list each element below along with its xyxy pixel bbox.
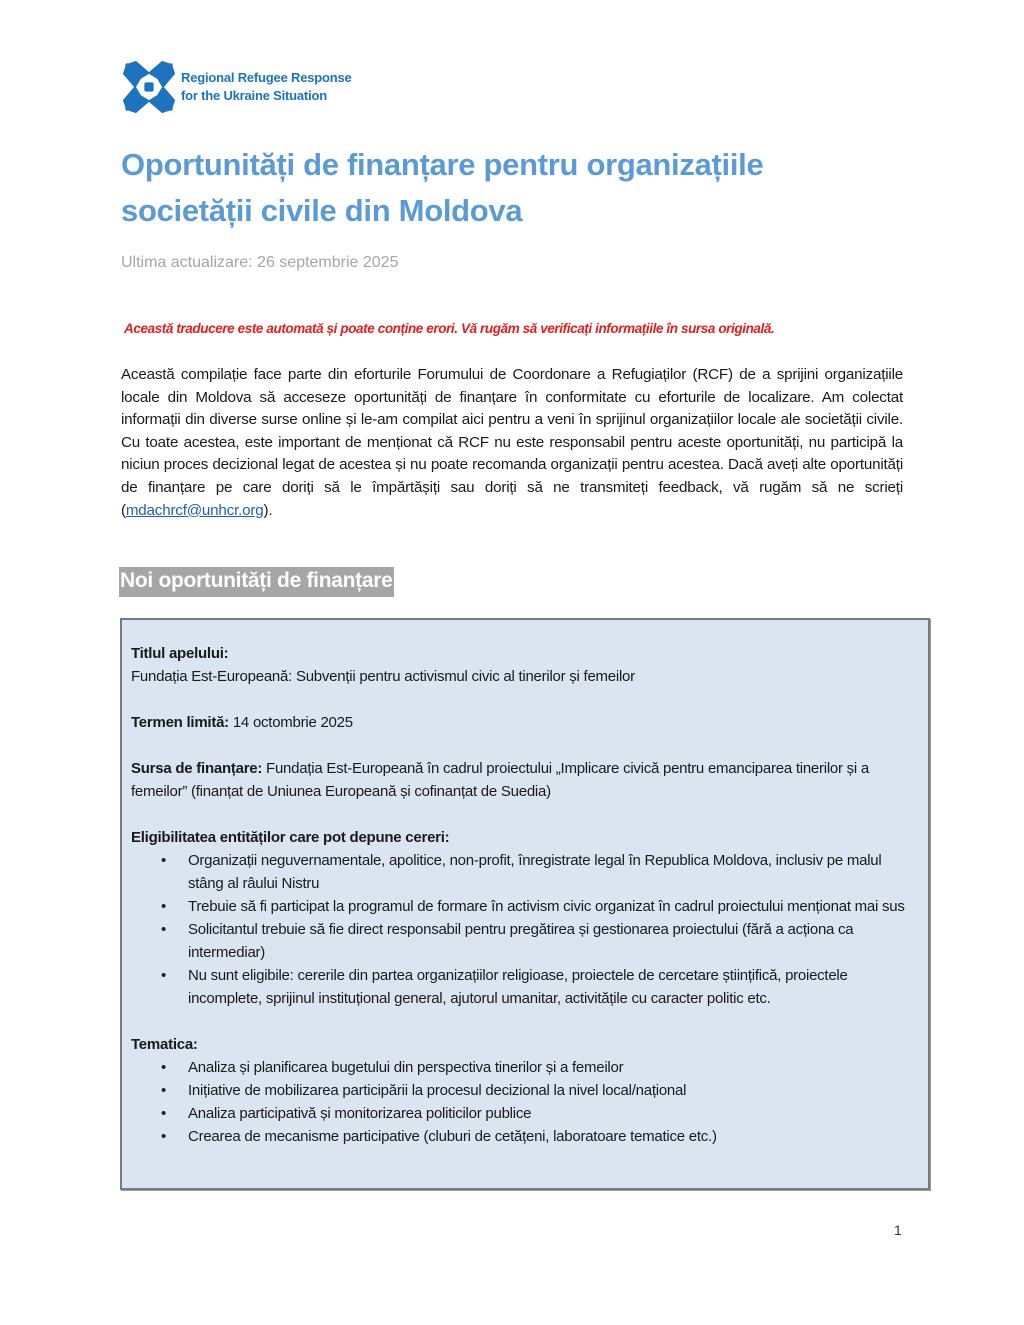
eligibility-label: Eligibilitatea entităților care pot depune cereri: xyxy=(131,829,450,846)
last-updated: Ultima actualizare: 26 septembrie 2025 xyxy=(121,254,399,271)
intro-suffix: ). xyxy=(263,501,273,519)
section-heading-new-opportunities: Noi oportunități de finanțare xyxy=(119,567,394,597)
topics-label: Tematica: xyxy=(131,1036,198,1053)
translation-disclaimer: Această traducere este automată și poate conține erori. Vă rugăm să verificați informațiile în sursa originală. xyxy=(124,321,775,336)
logo-text xyxy=(181,69,352,105)
eligibility-item: • Solicitantul trebuie să fie direct responsabil pentru pregătirea și gestionarea proiectului (fără a acționa ca intermediar) xyxy=(131,918,911,964)
logo-line-2: for the Ukraine Situation xyxy=(181,88,327,103)
topic-item: • Crearea de mecanisme participative (cluburi de cetățeni, laboratoare tematice etc.) xyxy=(131,1125,911,1148)
intro-paragraph xyxy=(121,364,903,522)
eligibility-list xyxy=(131,849,911,1010)
funding-source-value: Fundația Est-Europeană în cadrul proiectului „Implicare civică pentru emanciparea tinerilor și a femeilor” (finanțat de Uniunea Europeană și cofinanțat de Suedia) xyxy=(131,760,870,800)
deadline-value: 14 octombrie 2025 xyxy=(228,714,353,731)
intro-text: Această compilație face parte din eforturile Forumului de Coordonare a Refugiaților (RCF) de a sprijini organizațiile locale din Moldova să acceseze oportunități de finanțare în conformitate cu eforturile de localizare. Am colectat informații din diverse surse online și le-am compilat aici pentru a veni în sprijinul organizațiilor locale ale societății civile. Cu toate acestea, este important de menționat că RCF nu este responsabil pentru aceste oportunități, nu participă la niciun proces decizional legat de acestea și nu poate recomanda organizații pentru acestea. Dacă aveți alte oportunități de finanțare pe care doriți să le împărtășiți sau doriți să ne transmiteți feedback, vă rugăm să ne scrieți ( xyxy=(121,366,903,519)
call-title-value: Fundația Est-Europeană: Subvenții pentru activismul civic al tinerilor și femeilor xyxy=(131,668,635,685)
logo-line-1: Regional Refugee Response xyxy=(181,70,352,85)
page-number: 1 xyxy=(894,1222,902,1238)
contact-email-link[interactable]: mdachrcf@unhcr.org xyxy=(125,501,264,519)
document-title: Oportunități de finanțare pentru organizațiile societății civile din Moldova xyxy=(121,147,764,228)
logo xyxy=(121,59,352,115)
topics-list xyxy=(131,1056,911,1148)
topic-item: • Analiza și planificarea bugetului din perspectiva tinerilor și a femeilor xyxy=(131,1056,911,1079)
topic-item: • Analiza participativă și monitorizarea politicilor publice xyxy=(131,1102,911,1125)
topic-item: • Inițiative de mobilizarea participării la procesul decizional la nivel local/național xyxy=(131,1079,911,1102)
regional-refugee-response-x-mark-icon xyxy=(121,59,177,115)
funding-source-label: Sursa de finanțare: xyxy=(131,760,263,777)
deadline-line xyxy=(131,711,911,734)
eligibility-item: • Trebuie să fi participat la programul de formare în activism civic organizat în cadrul proiectului menționat mai sus xyxy=(131,895,911,918)
eligibility-item: • Organizații neguvernamentale, apolitice, non-profit, înregistrate legal în Republica Moldova, inclusiv pe malul stâng al râului Nistru xyxy=(131,849,911,895)
funding-call-content xyxy=(131,642,911,1148)
funding-call-box xyxy=(120,618,930,1190)
funding-source-line xyxy=(131,757,911,803)
eligibility-item: • Nu sunt eligibile: cererile din partea organizațiilor religioase, proiectele de cercetare științifică, proiectele incomplete, sprijinul instituțional general, ajutorul umanitar, activitățile cu caracter politic etc. xyxy=(131,964,911,1010)
call-title-label: Titlul apelului: xyxy=(131,645,229,662)
deadline-label: Termen limită: xyxy=(131,714,229,731)
